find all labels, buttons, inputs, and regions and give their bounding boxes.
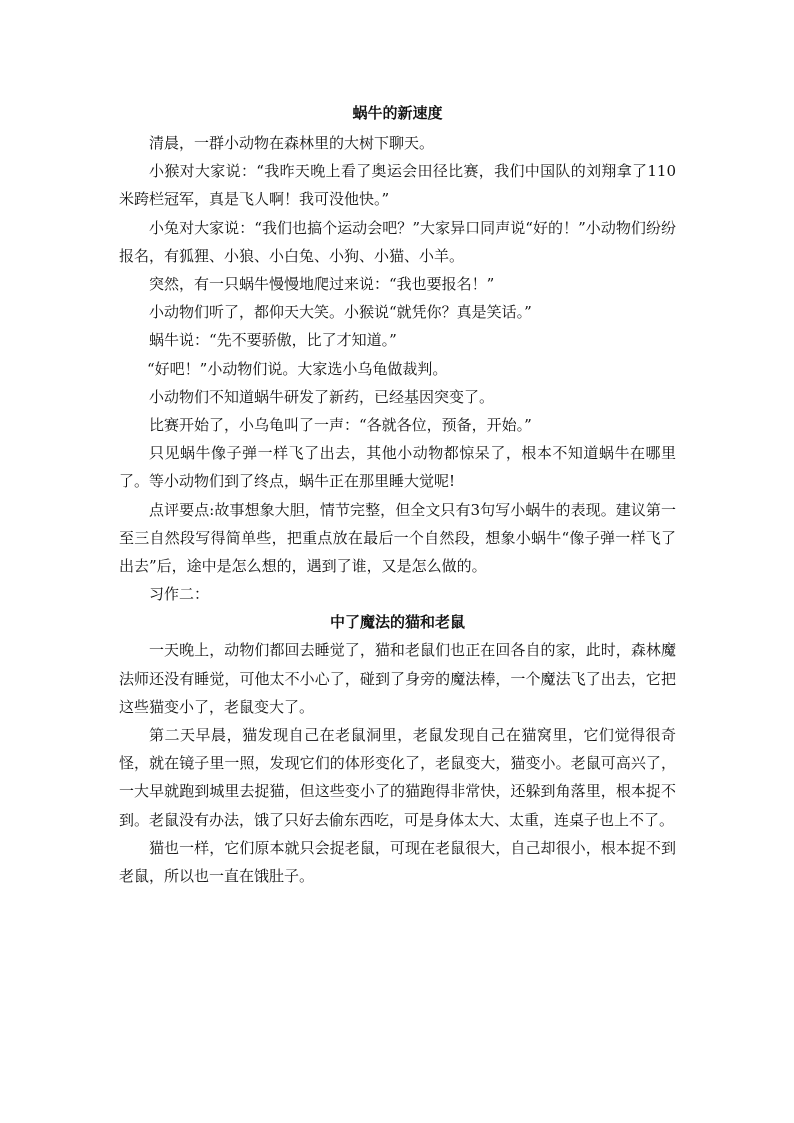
paragraph: 第二天早晨，猫发现自己在老鼠洞里，老鼠发现自己在猫窝里，它们觉得很奇怪，就在镜子里一照，发现它们的体形变化了，老鼠变大，猫变小。老鼠可高兴了，一大早就跑到城里去捉猫，但这些变小了的猫跑得非常快，还躲到角落里，根本捉不到。老鼠没有办法，饿了只好去偷东西吃，可是身体太大、太重，连桌子也上不了。 xyxy=(119,726,676,829)
commentary-paragraph: 点评要点:故事想象大胆，情节完整，但全文只有3句写小蜗牛的表现。建议第一至三自然段写得简单些，把重点放在最后一个自然段，想象小蜗牛“像子弹一样飞了出去”后，途中是怎么想的，遇到了谁，又是怎么做的。 xyxy=(119,500,676,576)
paragraph: 蜗牛说：“先不要骄傲，比了才知道。” xyxy=(149,331,397,350)
story-title: 蜗牛的新速度 xyxy=(352,104,443,122)
section-label: 习作二： xyxy=(149,585,210,604)
paragraph: 小猴对大家说：“我昨天晚上看了奥运会田径比赛，我们中国队的刘翔拿了110米跨栏冠军，真是飞人啊！我可没他快。” xyxy=(119,162,676,209)
paragraph: 猫也一样，它们原本就只会捉老鼠，可现在老鼠很大，自己却很小，根本捉不到老鼠，所以也一直在饿肚子。 xyxy=(119,838,676,886)
paragraph: 清晨，一群小动物在森林里的大树下聊天。 xyxy=(149,134,435,152)
paragraph: 小动物们听了，都仰天大笑。小猴说“就凭你？真是笑话。” xyxy=(149,303,532,322)
paragraph: 小动物们不知道蜗牛研发了新药，已经基因突变了。 xyxy=(149,387,495,406)
paragraph: 只见蜗牛像子弹一样飞了出去，其他小动物都惊呆了，根本不知道蜗牛在哪里了。等小动物们到了终点，蜗牛正在那里睡大觉呢! xyxy=(119,444,676,491)
paragraph: 比赛开始了，小乌龟叫了一声：“各就各位，预备，开始。” xyxy=(149,416,532,435)
paragraph: 小兔对大家说：“我们也搞个运动会吧？”大家异口同声说“好的！”小动物们纷纷报名，有狐狸、小狼、小白兔、小狗、小猫、小羊。 xyxy=(119,218,676,265)
story-title: 中了魔法的猫和老鼠 xyxy=(329,613,465,632)
paragraph: “好吧！”小动物们说。大家选小乌龟做裁判。 xyxy=(147,359,448,378)
document-page xyxy=(119,99,676,890)
paragraph: 突然，有一只蜗牛慢慢地爬过来说：“我也要报名！” xyxy=(149,275,495,294)
paragraph: 一天晚上，动物们都回去睡觉了，猫和老鼠们也正在回各自的家，此时，森林魔法师还没有睡觉，可他太不小心了，碰到了身旁的魔法棒，一个魔法飞了出去，它把这些猫变小了，老鼠变大了。 xyxy=(119,641,676,716)
